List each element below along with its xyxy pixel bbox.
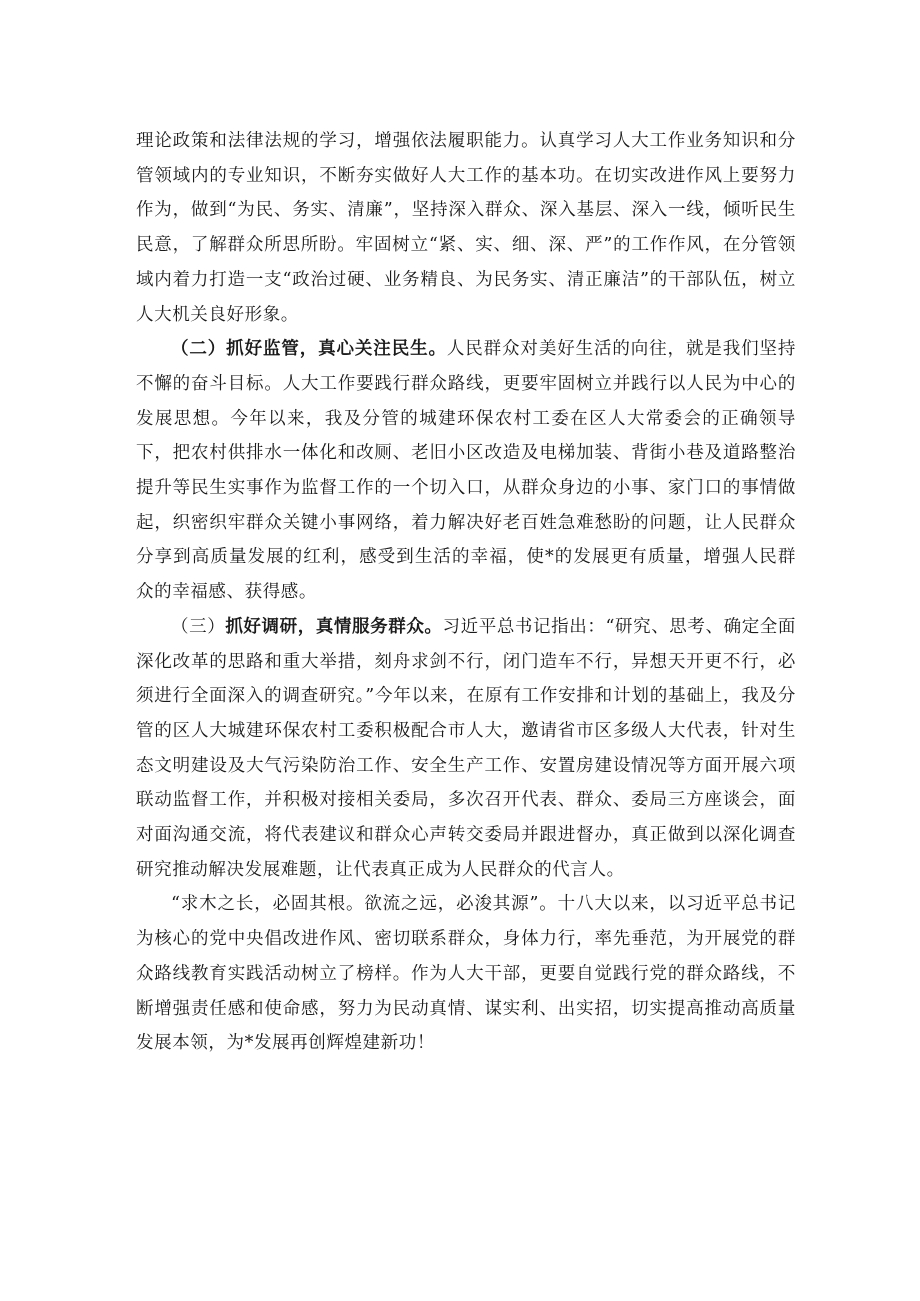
paragraph-section-3	[136, 610, 796, 888]
paragraph-section-2	[136, 332, 796, 610]
paragraph-conclusion	[136, 887, 796, 1061]
paragraph-text: 习近平总书记指出：“研究、思考、确定全面深化改革的思路和重大举措，刻舟求剑不行，闭门造车不行，异想天开更不行，必须进行全面深入的调查研究。”今年以来，在原有工作安排和计划的基础上，我及分管的区人大城建环保农村工委积极配合市人大，邀请省市区多级人大代表，针对生态文明建设及大气污染防治工作、安全生产工作、安置房建设情况等方面开展六项联动监督工作，并积极对接相关委局，多次召开代表、群众、委局三方座谈会，面对面沟通交流，将代表建议和群众心声转交委局并跟进督办，真正做到以深化调查研究推动解决发展难题，让代表真正成为人民群众的代言人。	[136, 616, 796, 880]
paragraph-text: “求木之长，必固其根。欲流之远，必浚其源”。十八大以来，以习近平总书记为核心的党中央倡改进作风、密切联系群众，身体力行，率先垂范，为开展党的群众路线教育实践活动树立了榜样。作为人大干部，更要自觉践行党的群众路线，不断增强责任感和使命感，努力为民动真情、谋实利、出实招，切实提高推动高质量发展本领，为*发展再创辉煌建新功！	[136, 894, 796, 1054]
paragraph-text: 人民群众对美好生活的向往，就是我们坚持不懈的奋斗目标。人大工作要践行群众路线，更要牢固树立并践行以人民为中心的发展思想。今年以来，我及分管的城建环保农村工委在区人大常委会的正确领导下，把农村供排水一体化和改厕、老旧小区改造及电梯加装、背街小巷及道路整治提升等民生实事作为监督工作的一个切入口，从群众身边的小事、家门口的事情做起，织密织牢群众关键小事网络，着力解决好老百姓急难愁盼的问题，让人民群众分享到高质量发展的红利，感受到生活的幸福，使*的发展更有质量，增强人民群众的幸福感、获得感。	[136, 339, 796, 603]
section-number: （三）	[171, 616, 226, 637]
section-heading: （二）抓好监管，真心关注民生。	[171, 339, 447, 360]
paragraph-text: 理论政策和法律法规的学习，增强依法履职能力。认真学习人大工作业务知识和分管领域内的专业知识，不断夯实做好人大工作的基本功。在切实改进作风上要努力作为，做到“为民、务实、清廉”，坚持深入群众、深入基层、深入一线，倾听民生民意，了解群众所思所盼。牢固树立“紧、实、细、深、严”的工作作风，在分管领域内着力打造一支“政治过硬、业务精良、为民务实、清正廉洁”的干部队伍，树立人大机关良好形象。	[136, 131, 796, 325]
section-heading: 抓好调研，真情服务群众。	[225, 616, 443, 637]
document-page	[136, 124, 796, 1061]
paragraph-continuation	[136, 124, 796, 332]
